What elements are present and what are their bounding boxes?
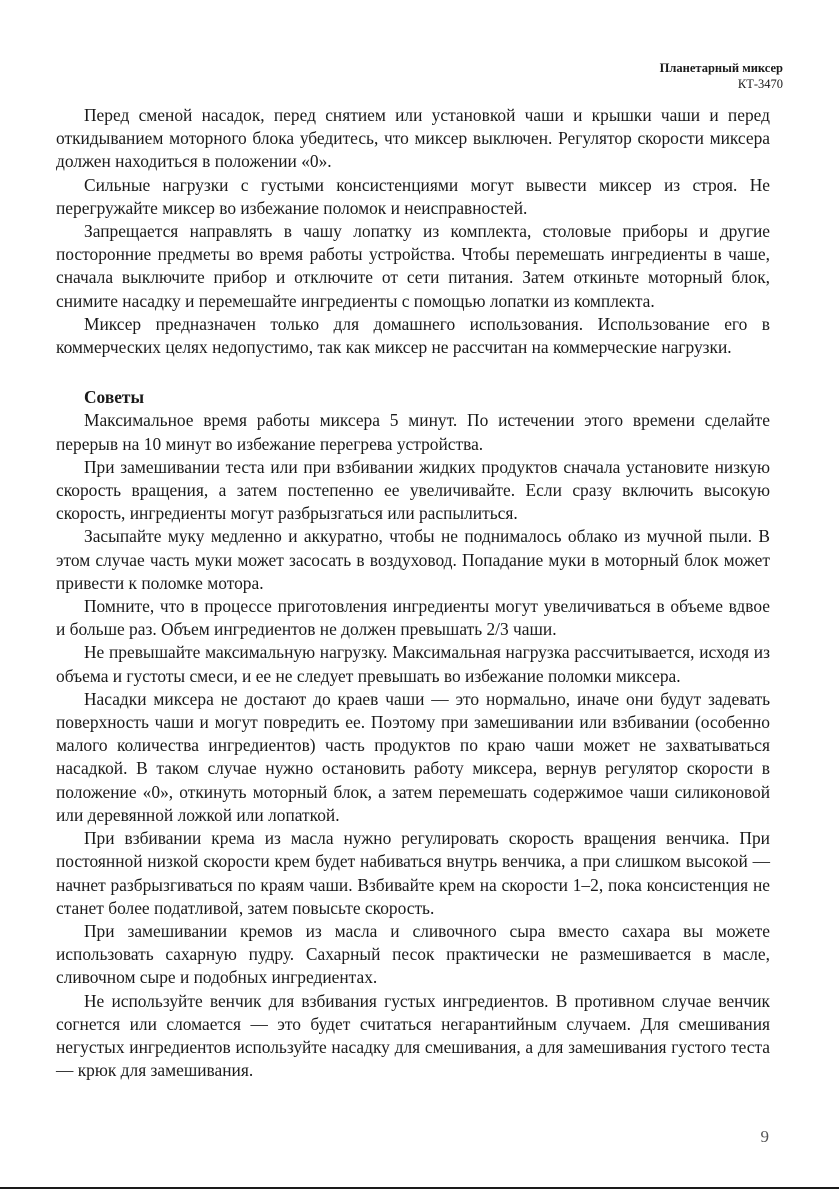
tip-paragraph: При замешивании кремов из масла и сливочного сыра вместо сахара вы можете использовать сахарную пудру. Сахарный песок практически не размешивается в масле, сливочном сыре и подобных ингредиентах.: [56, 920, 770, 988]
bottom-rule: [0, 1187, 839, 1189]
running-header: [660, 60, 783, 92]
warning-paragraph: Миксер предназначен только для домашнего использования. Использование его в коммерческих целях недопустимо, так как миксер не рассчитан на коммерческие нагрузки.: [56, 313, 770, 358]
tip-paragraph: Засыпайте муку медленно и аккуратно, чтобы не поднималось облако из мучной пыли. В этом случае часть муки может засосать в воздуховод. Попадание муки в моторный блок может привести к поломке мотора.: [56, 526, 770, 593]
section-gap: [56, 359, 770, 386]
tip-paragraph: Помните, что в процессе приготовления ингредиенты могут увеличиваться в объеме вдвое и больше раз. Объем ингредиентов не должен превышать 2/3 чаши.: [56, 596, 770, 640]
product-model: КТ-3470: [737, 77, 783, 91]
tip-paragraph: Не используйте венчик для взбивания густых ингредиентов. В противном случае венчик согнется или сломается — это будет считаться негарантийным случаем. Для смешивания негустых ингредиентов используйте насадку для смешивания, а для замешивания густого теста — крюк для замешивания.: [56, 990, 770, 1081]
tip-paragraph: При взбивании крема из масла нужно регулировать скорость вращения венчика. При постоянной низкой скорости крем будет набиваться внутрь венчика, а при слишком высокой — начнет разбрызгиваться по краям чаши. Взбивайте крем на скорости 1–2, пока консистенция не станет более податливой, затем повысьте скорость.: [56, 828, 770, 918]
tips-heading: Советы: [84, 387, 145, 408]
warning-paragraph: Перед сменой насадок, перед снятием или установкой чаши и крышки чаши и перед откидыванием моторного блока убедитесь, что миксер выключен. Регулятор скорости миксера должен находиться в положении «0».: [56, 105, 770, 172]
tip-paragraph: Максимальное время работы миксера 5 минут. По истечении этого времени сделайте перерыв на 10 минут во избежание перегрева устройства.: [56, 410, 770, 454]
tip-paragraph: При замешивании теста или при взбивании жидких продуктов сначала установите низкую скорость вращения, а затем постепенно ее увеличивайте. Если сразу включить высокую скорость, ингредиенты могут разбрызгаться или распылиться.: [56, 456, 770, 524]
warning-paragraph: Запрещается направлять в чашу лопатку из комплекта, столовые приборы и другие посторонние предметы во время работы устройства. Чтобы перемешать ингредиенты в чаше, сначала выключите прибор и отключите от сети питания. Затем откиньте моторный блок, снимите насадку и перемешайте ингредиенты с помощью лопатки из комплекта.: [56, 221, 770, 311]
warning-paragraph: Сильные нагрузки с густыми консистенциями могут вывести миксер из строя. Не перегружайте миксер во избежание поломок и неисправностей.: [56, 174, 770, 218]
product-title: Планетарный миксер: [659, 61, 783, 75]
page-number: 9: [760, 1127, 769, 1146]
tip-paragraph: Не превышайте максимальную нагрузку. Максимальная нагрузка рассчитывается, исходя из объема и густоты смеси, и ее не следует превышать во избежание поломки миксера.: [56, 642, 770, 686]
page-content: [56, 104, 770, 1082]
tip-paragraph: Насадки миксера не достают до краев чаши — это нормально, иначе они будут задевать поверхность чаши и могут повредить ее. Поэтому при замешивании или взбивании (особенно малого количества ингредиентов) часть продуктов по краю чаши может не захватываться насадкой. В таком случае нужно остановить работу миксера, вернув регулятор скорости в положение «0», откинуть моторный блок, а затем перемешать содержимое чаши силиконовой или деревянной ложкой или лопаткой.: [56, 688, 770, 825]
